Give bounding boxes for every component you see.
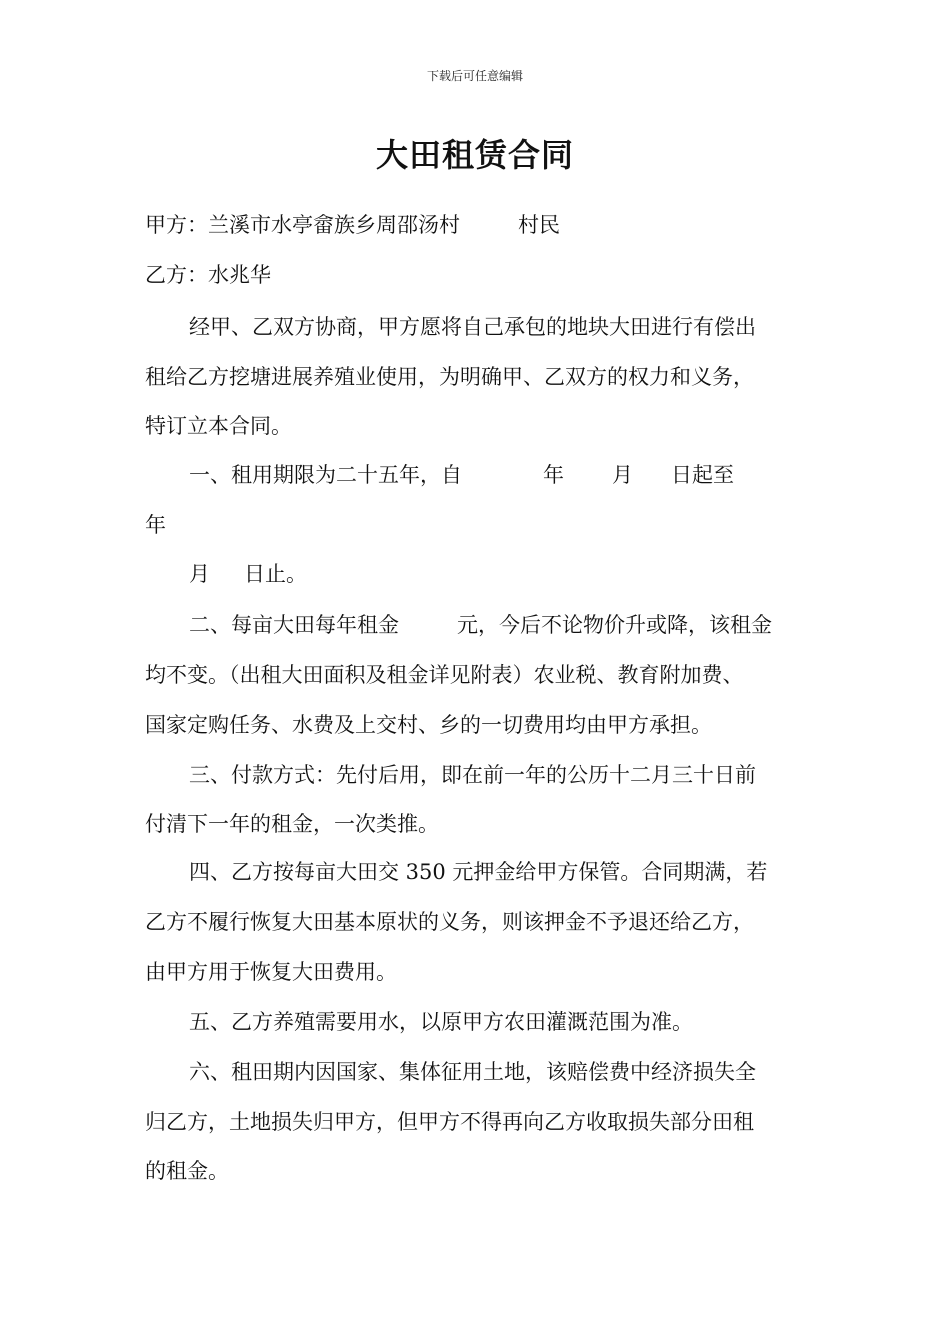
intro-line-2: 租给乙方挖塘进展养殖业使用，为明确甲、乙双方的权力和义务， — [145, 365, 754, 389]
clause6-line-2: 归乙方，土地损失归甲方，但甲方不得再向乙方收取损失部分田租 — [145, 1110, 754, 1134]
party-b-line: 乙方：水兆华 — [145, 263, 271, 287]
clause6-line-1: 六、租田期内因国家、集体征用土地，该赔偿费中经济损失全 — [189, 1060, 756, 1084]
clause5-line: 五、乙方养殖需要用水，以原甲方农田灌溉范围为准。 — [189, 1010, 693, 1034]
clause2-line-1 — [189, 612, 772, 638]
document-title: 大田租赁合同 — [375, 136, 574, 174]
clause1-day-from: 日起至 — [671, 463, 734, 487]
intro-line-3: 特订立本合同。 — [145, 414, 292, 438]
party-a-label: 甲方：兰溪市水亭畲族乡周邵汤村 — [145, 213, 460, 237]
clause3-line-2: 付清下一年的租金，一次类推。 — [145, 812, 439, 836]
clause3-line-1: 三、付款方式：先付后用，即在前一年的公历十二月三十日前 — [189, 763, 756, 787]
party-a-line — [145, 212, 560, 238]
intro-line-1: 经甲、乙双方协商，甲方愿将自己承包的地块大田进行有偿出 — [189, 315, 756, 339]
clause1-line-3 — [189, 561, 307, 587]
clause1-text: 一、租用期限为二十五年，自 — [189, 463, 462, 487]
clause1-year: 年 — [543, 463, 564, 487]
header-note: 下载后可任意编辑 — [426, 69, 523, 83]
clause1-line-1 — [189, 462, 734, 488]
clause2-line-2: 均不变。（出租大田面积及租金详见附表）农业税、教育附加费、 — [145, 663, 744, 687]
clause1-end-month: 月 — [189, 562, 210, 586]
clause2-text: 二、每亩大田每年租金 — [189, 613, 399, 637]
clause4-line-1: 四、乙方按每亩大田交 350 元押金给甲方保管。合同期满，若 — [189, 860, 768, 884]
clause4-line-2: 乙方不履行恢复大田基本原状的义务，则该押金不予退还给乙方， — [145, 910, 754, 934]
clause1-line-2: 年 — [145, 513, 166, 537]
clause4-line-3: 由甲方用于恢复大田费用。 — [145, 960, 397, 984]
clause1-month: 月 — [612, 463, 633, 487]
clause1-end-day: 日止。 — [244, 562, 307, 586]
clause2-line-3: 国家定购任务、水费及上交村、乡的一切费用均由甲方承担。 — [145, 713, 712, 737]
party-a-suffix: 村民 — [518, 213, 560, 237]
clause6-line-3: 的租金。 — [145, 1159, 229, 1183]
clause2-text-cont: 元，今后不论物价升或降，该租金 — [457, 613, 772, 637]
